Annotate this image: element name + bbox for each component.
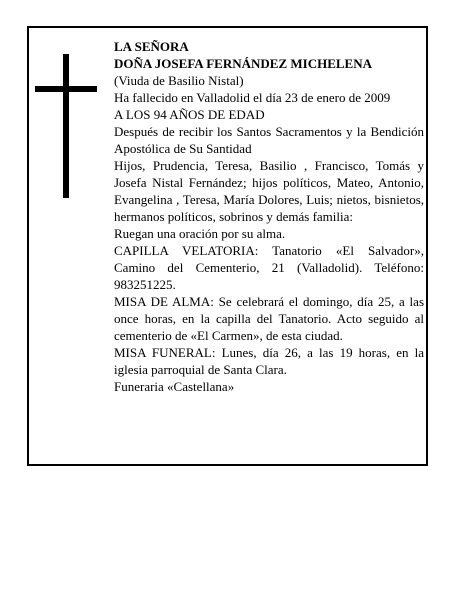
cross-horizontal-bar [35,86,97,92]
death-date-line: Ha fallecido en Valladolid el día 23 de enero de 2009 [114,90,391,105]
age-line: A LOS 94 AÑOS DE EDAD [114,107,265,122]
sacraments-paragraph: Después de recibir los Santos Sacramentos y la Bendición Apostólica de Su Santidad [114,124,424,156]
cross-vertical-bar [63,54,69,198]
mass-paragraph: MISA DE ALMA: Se celebrará el domingo, día 25, a las once horas, en la capilla del Tanatorio. Acto seguido al cementerio de «El Carmen», de esta ciudad. [114,294,424,343]
funeral-home-line: Funeraria «Castellana» [114,379,235,394]
deceased-name: DOÑA JOSEFA FERNÁNDEZ MICHELENA [114,56,372,71]
obituary-text [114,38,424,395]
family-paragraph: Hijos, Prudencia, Teresa, Basilio , Francisco, Tomás y Josefa Nistal Fernández; hijos políticos, Mateo, Antonio, Evangelina , Teresa, María Dolores, Luis; nietos, bisnietos, hermanos políticos, sobrinos y demás familia: [114,158,424,224]
widow-of-line: (Viuda de Basilio Nistal) [114,73,244,88]
prayer-line: Ruegan una oración por su alma. [114,226,286,241]
chapel-paragraph: CAPILLA VELATORIA: Tanatorio «El Salvador», Camino del Cementerio, 21 (Valladolid). Teléfono: 983251225. [114,243,424,292]
latin-cross-icon [35,54,97,198]
funeral-paragraph: MISA FUNERAL: Lunes, día 26, a las 19 horas, en la iglesia parroquial de Santa Clara. [114,345,424,377]
header-title: LA SEÑORA [114,39,189,54]
